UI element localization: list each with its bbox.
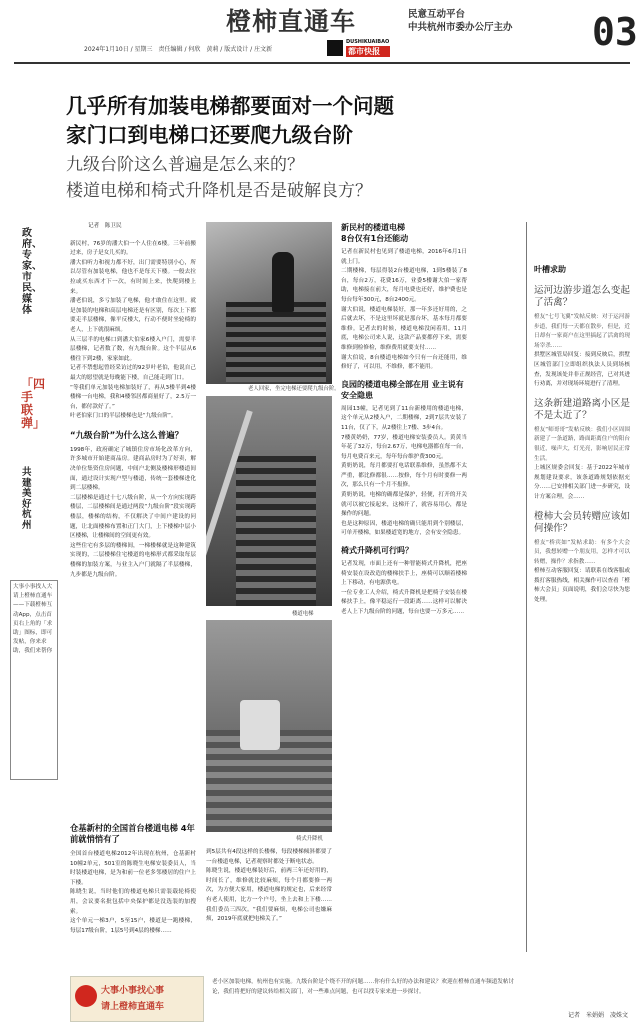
- photo-chair-seat: [240, 700, 280, 750]
- photo-lift-steps: [236, 456, 316, 606]
- left-bar-v3: 共建美好杭州: [22, 467, 32, 531]
- masthead-sub2: 中共杭州市委办公厅主办: [408, 22, 513, 33]
- masthead-title: 橙柿直通车: [226, 7, 357, 36]
- col2c-p2: 陈晓生说，当时他们的楼道电梯只需装载轮椅使用，会议要名批包括中央保护都是没选装的加搜索。: [70, 889, 196, 915]
- right-q2-reply: 上城区规委会回复：基于2022年城市规划建设要求，该条道路规划依据充分……已安排相关部门进一步研究，设计方案合理，会……: [534, 465, 630, 500]
- brand-cn: [346, 46, 390, 57]
- col2c-p3: 这个单元一梯3户，5至15户，楼道是一跑楼梯，每层17级台阶，1层5号到4层的楼梯……: [70, 918, 196, 934]
- headline-sub1: 九级台阶这么普遍是怎么来的？: [66, 155, 304, 175]
- brand-en: DUSHIKUAIBAO: [346, 39, 390, 45]
- col2c-p1: 全国首台楼道电梯2012年出现在杭州，仓基新村10幢2单元，501室的陈晓生电梯安装委员人，当时装楼道电梯，是为和前一位老多邻楼居的住户上下楼。: [70, 851, 196, 886]
- headline-line1: 几乎所有加装电梯都要面对一个问题: [66, 94, 394, 118]
- col3-p5: 周园13幢，记者见到了11台新楼用的楼道电梯，这个单元从2楼入户，二期楼梯，2到7层共安装了11台，仅了下，从2楼往上7楼、3步4台。: [341, 405, 467, 431]
- left-bar-box-text: 大事小事找人大 请上橙柿直通车——下载橙柿互动App，点击首页右上角的「求助」图标，即可发帖，你来求助，我们来帮你: [13, 584, 53, 655]
- masthead: [0, 0, 644, 64]
- col3-heading-1b: 8台仅有1台还能动: [341, 234, 409, 243]
- page-number: 03: [592, 10, 638, 54]
- col3-p7: 黄奶奶说，每月都要打电话联系维修，虽然都不太严重，都比修都很……按修，每个月有时要修一两次，那么只有一个月不报修。: [341, 463, 467, 489]
- right-q2-body: 橙友“师哥哥”发帖反映：我们小区周围新建了一条道路，路面距离住户的阳台很近，噪声大，灯光亮，影响居民正常生活。: [534, 426, 630, 462]
- col1-p2: 潘大伯听力和视力都不好，出门需要特别小心，所以尽管有加装电梯，他也不是每天下楼。一般去拉拉或买东西才下一次，有时间上来，快爬到楼上来。: [70, 259, 196, 295]
- left-bar-v1: 政府、专家、市民、媒体: [22, 228, 42, 316]
- col3c-p1: 到5层共有4段这样的长楼梯，每段楼梯倾斜都要了一台楼道电梯，记者观察时都处于断电状态。: [206, 849, 332, 865]
- photo-caption-3: 椅式升降机: [296, 836, 323, 842]
- photo-caption-2: 楼道电梯: [292, 611, 314, 617]
- photo-stair-lift: [206, 396, 332, 606]
- col1: [70, 222, 196, 580]
- section-heading-1: “九级台阶”为什么这么普遍？: [70, 430, 184, 441]
- col3-p8: 黄奶奶说，电梯的确都是保护，轻便，打开的开关就可以被它接起来，这梯开了，就容易用心，都是操作的问题。: [341, 492, 467, 518]
- col1-p10: 这些住宅有多层的楼梯间，一梯楼梯就是这种建筑实现的，二层楼梯住宅楼道的电梯形式都采取每层楼梯的加装方案，与业主入户门就隔了半层楼梯，九步都是九级台阶。: [70, 542, 196, 578]
- col3-p10: 记者发现，市面上还有一种智能椅式升降机，把座椅安装在设改造的楼梯扶手上，座椅可以顺着楼梯上下移动，有电源供电。: [341, 561, 467, 587]
- photo-stairs-man: [206, 222, 332, 384]
- col1-p4: 从三层半的电梯口到潘大伯家6楼入户门，需要半层楼梯，记者数了数，有九级台阶。这个半层从6楼往下到2楼，家家如此。: [70, 336, 196, 362]
- footer-ad: [70, 976, 204, 1022]
- col3-p11: 一位专业工人介绍，椅式升降机是把椅子安装在楼梯扶手上，像平稳运行一段距离……这样可以解决老人上下九级台阶的问题，每台也要一万多元……: [341, 589, 467, 615]
- col3-heading-2: 良园的楼道电梯全部在用 业主说有安全隐患: [341, 379, 464, 400]
- col1-p9: 二层楼梯是通过十七八级台阶，从一个方向实现跨楼层，二层楼梯间是通过两段“九级台阶”段实现跨楼层，楼梯的结构，不仅解决了中间户建设的问题，让北面楼梯布置和正门大门，上下楼梯中层小区楼梯，让楼梯间的空间更有效。: [70, 494, 196, 540]
- left-bar-box: [10, 580, 58, 780]
- masthead-meta: 2024年1月10日 / 星期三 责任编辑 / 何欣 黄莉 / 版式设计 / 庄文新: [84, 46, 273, 53]
- right-q1-reply: 拱墅区城管局回复：接到反映后，拱墅区城管部门立即组织执法人员到场核查，发现该处并非正规经营，已对其进行劝离，并对现场环境进行了清理。: [534, 352, 630, 388]
- right-q3-reply: 橙柿互动客服回复：请联系在线客服或拨打客服热线，相关操作可以查看「橙柿大会员」页面说明，我们会尽快为您处理。: [534, 568, 630, 604]
- col3: [341, 222, 467, 942]
- col3-p2: 二期楼梯，每层得装2台楼道电梯，1到5楼装了8台，每台2万，花费16万，业委5楼谢大伯一家帮助，电梯接在前大，每月电费也还好，维护费也是每台每年300元，8台2400元。: [341, 268, 467, 303]
- byline: 记者 陈卫民: [88, 223, 122, 229]
- col1-p1: 新民村，76岁的潘大伯一个人住在6楼。三年前搬过来，房子是女儿买的。: [70, 240, 196, 257]
- right-byline: 记者 米娟娟 凌姝文: [568, 1012, 629, 1019]
- col3-p9: 也是这种原因，楼道电梯的确只能用到个别楼层，可单开楼梯，如果楼道宽的地方，会有安全隐患。: [341, 520, 467, 537]
- masthead-rule: [14, 62, 630, 64]
- photo-chair-lift: [206, 620, 332, 832]
- col2-bottom: [70, 850, 196, 970]
- footer-ad-icon: [75, 985, 97, 1007]
- brand-logo-mark: [327, 40, 343, 56]
- footer-ad-line2: 请上橙柿直通车: [101, 1002, 165, 1012]
- right-q1-body: 橙友“七号飞翼”发帖反映：对于运河游步道，我们每一天都在散步，但是，近日却有一家商户在这里搞起了活禽的现场宰杀……: [534, 314, 630, 349]
- col3-p4: 谢大伯说，8台楼道电梯如今只有一台还能用，维修好了，可以用，不维修，都不能用。: [341, 354, 467, 371]
- headline-sub2: 楼道电梯和椅式升降机是否是破解良方？: [66, 181, 372, 201]
- photo-caption-1: 老人回家，坐完电梯还要爬九级台阶。: [248, 386, 340, 392]
- right-label: 叶槽求助: [534, 265, 566, 274]
- col1-p6: “等我们单元加装电梯加装好了，再从3楼半到4楼楼梯一台电梯，我和4楼邻居都商量好了，2.5万一台，都付款好了。”: [70, 384, 196, 410]
- col1-p5: 记者不禁想起曾经采访过的92岁叶老伯，他说自己最大的愿望就是每晚能下楼，自己能走到门口。: [70, 365, 196, 381]
- right-q2-title: 这条新建道路离小区是不是太近了？: [534, 397, 630, 421]
- right-column: [534, 264, 630, 964]
- footer-text: 老小区加装电梯，杭州也有实施。九级台阶是个绕不开的问题……你有什么好的办法和建议？欢迎在橙柿直通车频道发帖讨论，我们将把好的建议转给相关部门，对一些难点问题，也可以找专家来进一步探讨。: [212, 979, 515, 995]
- right-q3-body: 橙友“桥宾如”发帖求助：有多个大会员，我想转赠一个朋友用，怎样才可以转赠，操作？求指教……: [534, 539, 630, 565]
- col1-p7: 叶老伯家门口的半层楼梯也是“九级台阶”。: [70, 413, 177, 420]
- col3-p6: 7楼黄奶奶，77岁，楼道电梯安装委员人。黄黄当年花了32万，每台2.67万，电梯电器都在每一台，每月电费百来元，每年每台维护费300元。: [341, 434, 467, 460]
- col3-heading-1: 新民村的楼道电梯: [341, 223, 405, 232]
- right-divider: [526, 222, 527, 952]
- col3-heading-3: 椅式升降机可行吗？: [341, 546, 413, 556]
- left-bar-v2: 「四手联弹」: [21, 377, 46, 430]
- col3-p1: 记者在新民村也见到了楼道电梯，2016年6月1日就上门。: [341, 249, 467, 265]
- photo-man-figure: [272, 252, 294, 312]
- right-q3-title: 橙柿大会员转赠应该如何操作？: [534, 510, 630, 534]
- right-q1-title: 运河边游步道怎么变起了活禽？: [534, 285, 630, 308]
- section-heading-2: 仓基新村的全国首台楼道电梯 4年前就悄悄有了: [70, 823, 195, 844]
- col3-p3: 谢大伯说，楼道电梯装好，那一年多还好用的，之后就去坏，不是这里坏就是那台坏，基本每月都要维修。记者去的时候，楼道电梯没闲着用，11月底，电梯公司来人说，这款产品要都停下来，需要维修到检修检，维修费用就要支付……: [341, 306, 467, 351]
- col3-bottom-text: [206, 848, 332, 970]
- col3c-p2: 陈晓生说，楼道电梯装好后，前两三年还好用的，时间长了，维修就比较麻烦，每个月都要修一两次，为方便大家用，楼道电梯的规定也，后来经常有老人使用，比方一个户号，坐上去和上下楼……我们委员三四次。“我们要麻烦，电梯公司也嫌麻烦，2019年底就把电梯关了。”: [206, 868, 332, 923]
- photo-stairs-steps: [226, 302, 326, 382]
- col1-p8: 1998年，政府确定了城镇住房市场化改革方向，许多城市开始建商品房。建商品房时为了好卖，解决单位集资住房问题，中间户北侧及楼梯形楼道间面，通过设计实现户型与楼道，传统一套楼梯进化到二层楼梯。: [70, 446, 196, 492]
- masthead-sub1: 民意互动平台: [408, 9, 466, 20]
- headline-line2: 家门口到电梯口还要爬九级台阶: [66, 123, 353, 147]
- col1-p3: 潘老伯说，多亏加装了电梯，他才敢住在这里。就是加装的电梯和高层电梯还是有区别，每次上下都要走半层楼梯，像平反楼大，行动不便时坐轮椅的老人，上下就很麻烦。: [70, 298, 196, 333]
- brand-cn-text: 都市快报: [348, 47, 380, 56]
- footer-ad-line1: 大事小事找心事: [101, 986, 165, 996]
